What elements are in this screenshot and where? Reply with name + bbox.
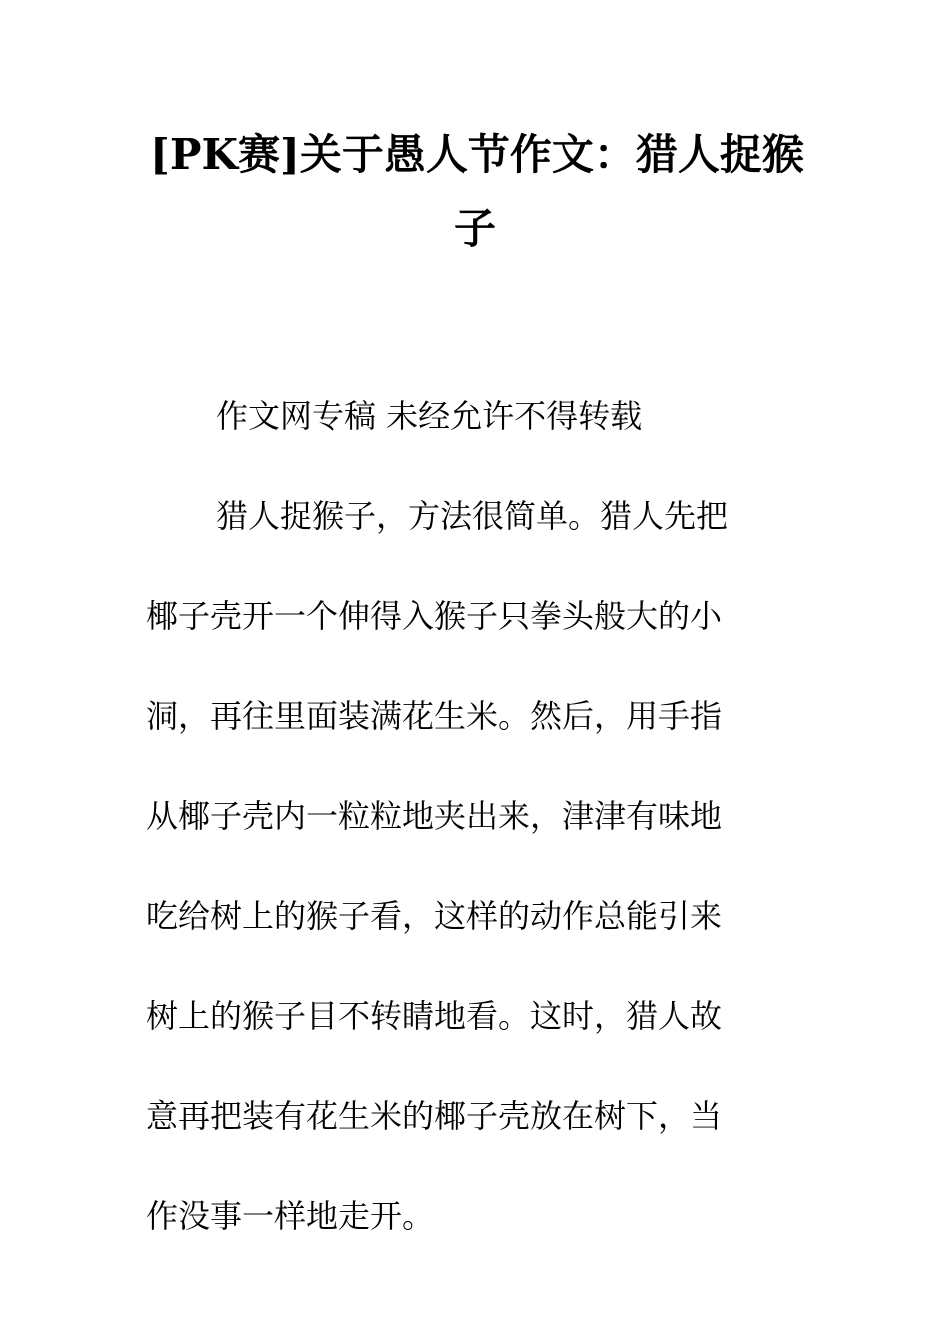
paragraph-line-3: 洞，再往里面装满花生米。然后，用手指 xyxy=(146,697,723,735)
paragraph-line-5: 吃给树上的猴子看，这样的动作总能引来 xyxy=(146,897,723,935)
title-line-2: 子 xyxy=(453,204,496,253)
paragraph-line-7: 意再把装有花生米的椰子壳放在树下，当 xyxy=(146,1097,723,1135)
document-body xyxy=(146,366,786,1266)
paragraph-line-8: 作没事一样地走开。 xyxy=(146,1197,435,1235)
paragraph-line-2: 椰子壳开一个伸得入猴子只拳头般大的小 xyxy=(146,597,723,635)
document-title xyxy=(150,118,804,266)
title-line-1: [PK赛]关于愚人节作文：猎人捉猴 xyxy=(150,130,804,179)
paragraph-line-1: 猎人捉猴子，方法很简单。猎人先把 xyxy=(216,497,729,535)
paragraph-line-6: 树上的猴子目不转睛地看。这时，猎人故 xyxy=(146,997,723,1035)
paragraph-line-4: 从椰子壳内一粒粒地夹出来，津津有味地 xyxy=(146,797,723,835)
copyright-notice: 作文网专稿 未经允许不得转载 xyxy=(216,397,643,435)
